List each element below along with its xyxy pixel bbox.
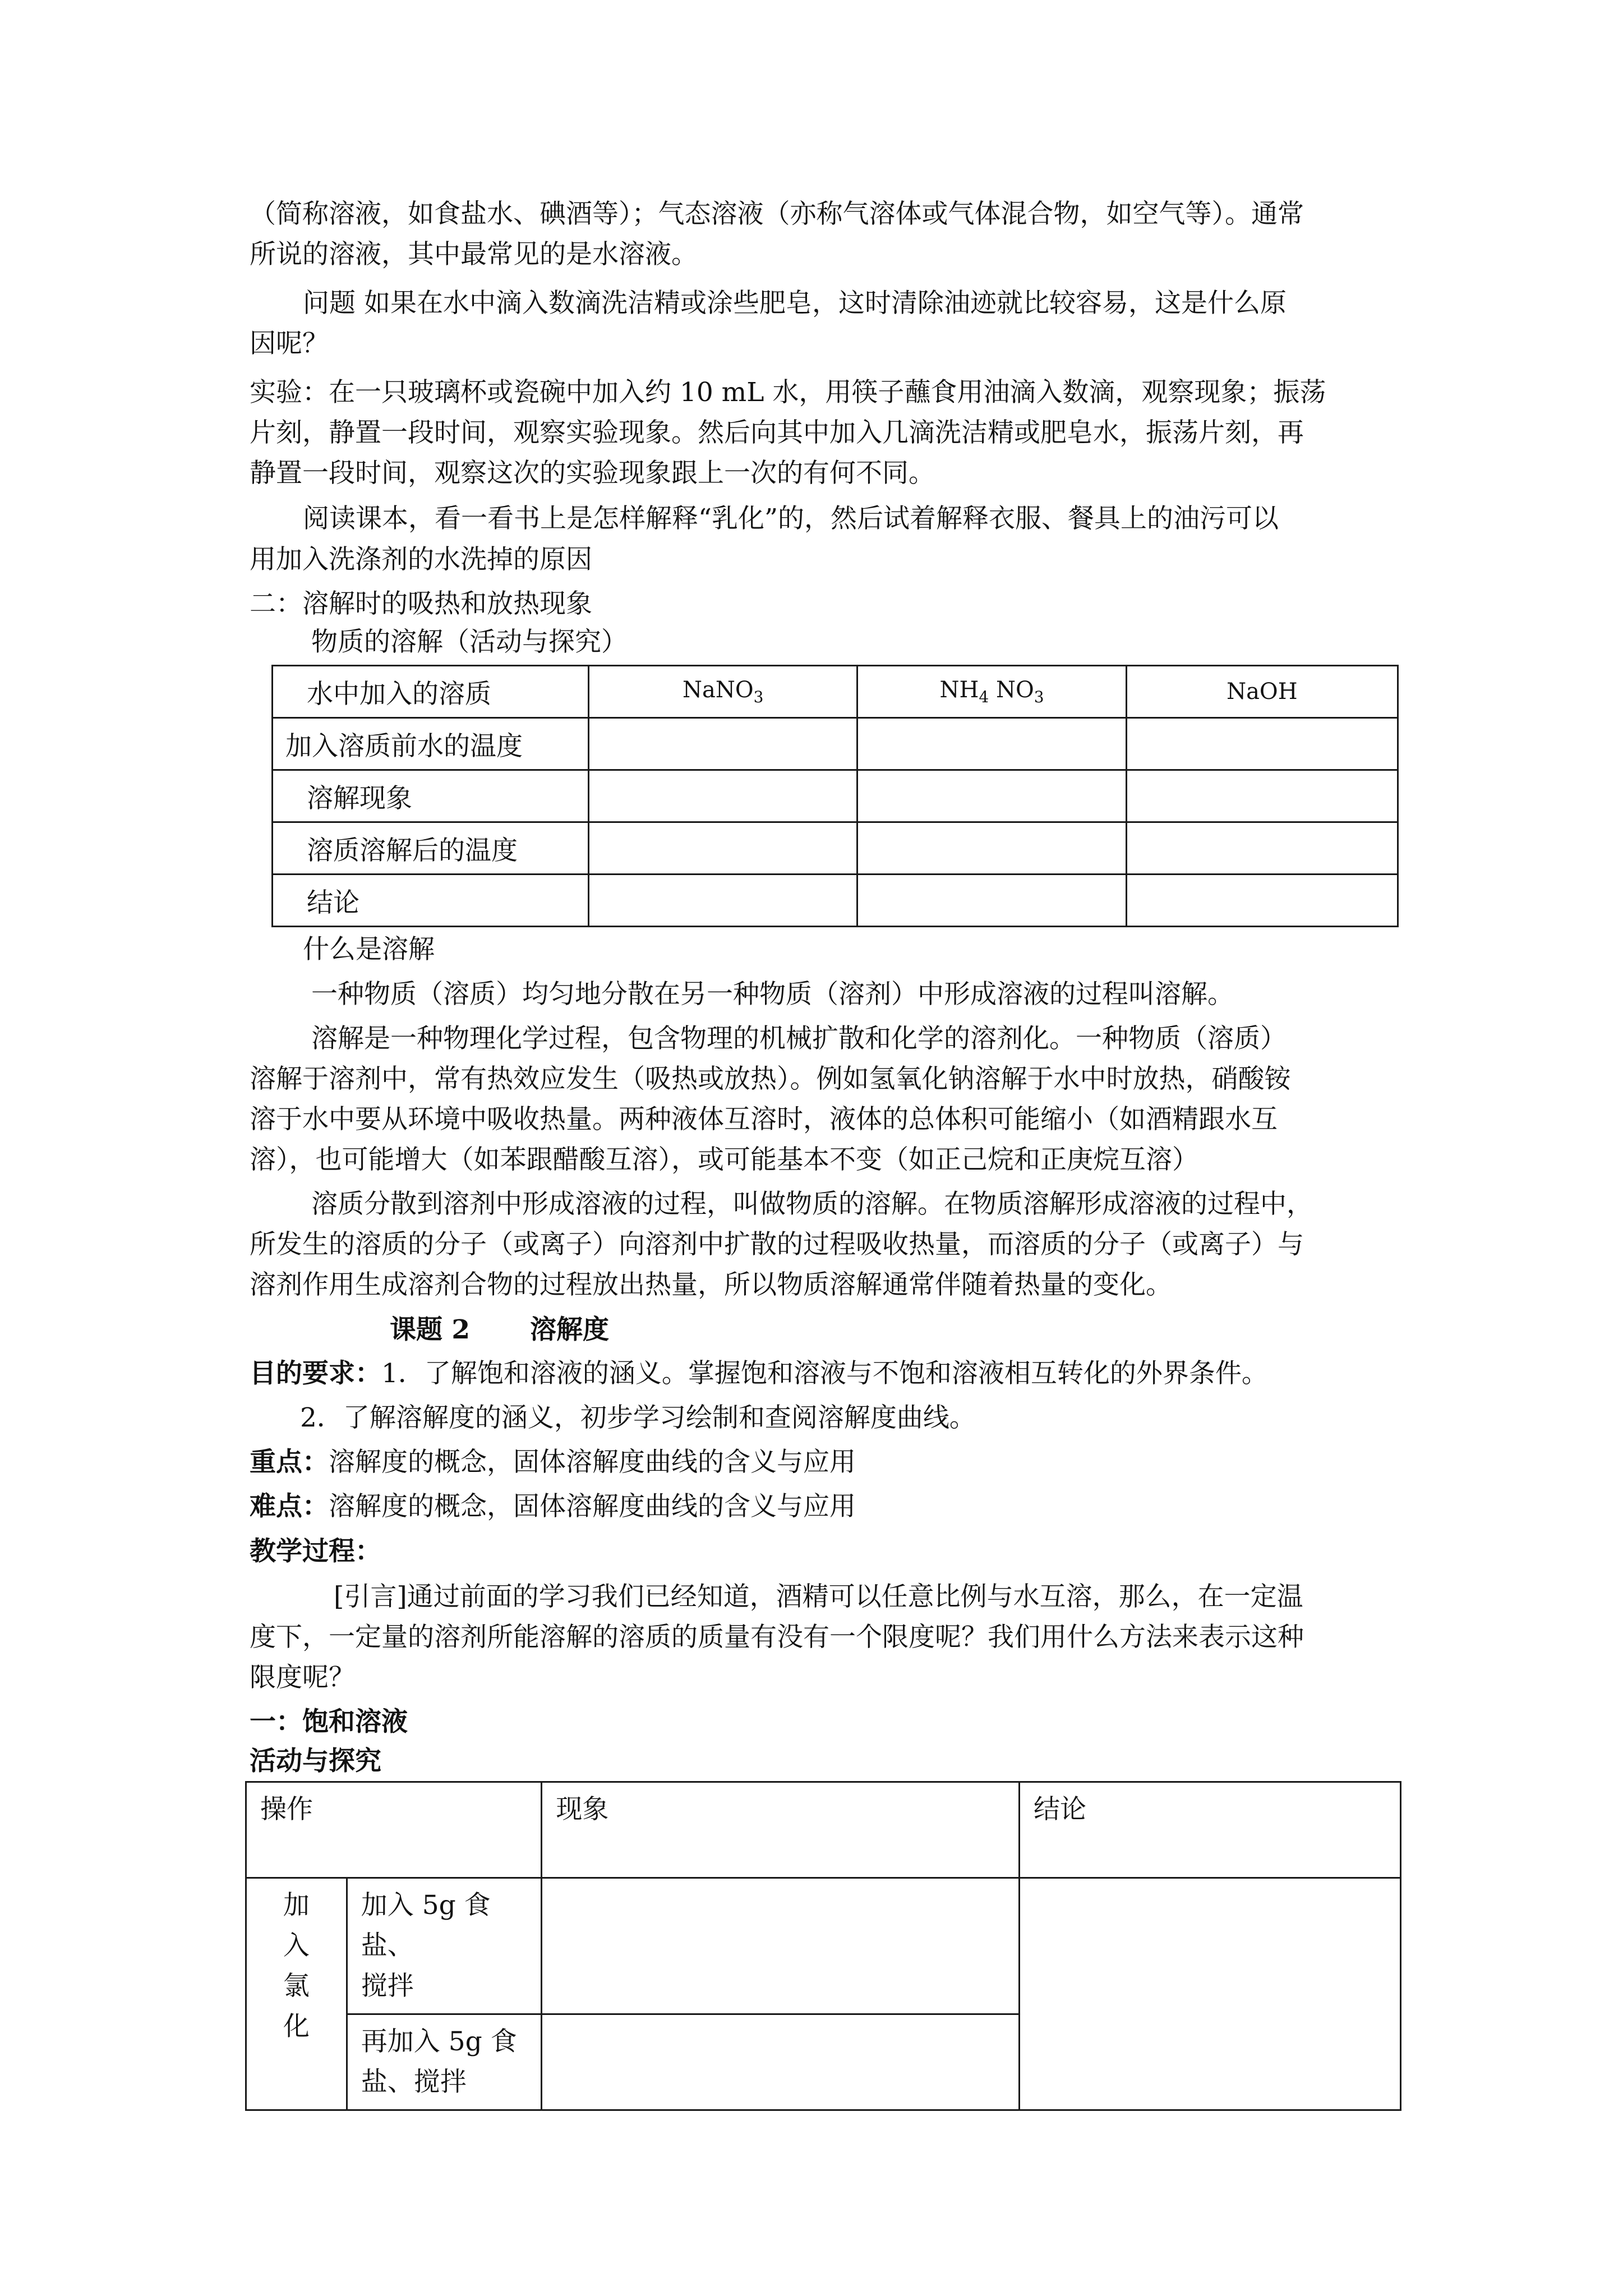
dissolution-table — [271, 665, 1399, 927]
conclusion-cell — [1020, 1878, 1401, 2110]
paragraph-line: 所发生的溶质的分子（或离子）向溶剂中扩散的过程吸收热量，而溶质的分子（或离子）与 — [250, 1229, 1304, 1260]
paragraph-line: （简称溶液，如食盐水、碘酒等）；气态溶液（亦称气溶体或气体混合物，如空气等）。通常 — [250, 199, 1304, 229]
paragraph-line: 溶剂作用生成溶剂合物的过程放出热量，所以物质溶解通常伴随着热量的变化。 — [250, 1269, 1172, 1300]
goal-label: 目的要求： — [250, 1358, 381, 1389]
table-row — [273, 770, 1398, 822]
reading-paragraph: 阅读课本，看一看书上是怎样解释“乳化”的，然后试着解释衣服、餐具上的油污可以 — [303, 503, 1279, 534]
phenomenon-cell — [542, 1878, 1020, 2014]
table-cell — [1126, 718, 1398, 770]
table-cell — [589, 822, 857, 875]
side-label-cell: 加 入 氯 化 — [246, 1878, 347, 2110]
definition-paragraph: 一种物质（溶质）均匀地分散在另一种物质（溶剂）中形成溶液的过程叫溶解。 — [311, 979, 1234, 1010]
table-row — [246, 1782, 1401, 1878]
lesson-number: 课题 2 — [390, 1314, 471, 1345]
difficulty-label: 难点： — [250, 1491, 329, 1522]
table-row — [273, 666, 1398, 718]
paragraph-line: 因呢？ — [250, 328, 329, 359]
paragraph-line: 片刻，静置一段时间，观察实验现象。然后向其中加入几滴洗洁精或肥皂水，振荡片刻，再 — [250, 417, 1304, 448]
table-header-cell: 结论 — [1020, 1782, 1401, 1878]
paragraph-line: 溶于水中要从环境中吸收热量。两种液体互溶时，液体的总体积可能缩小（如酒精跟水互 — [250, 1104, 1278, 1135]
paragraph-line: 静置一段时间，观察这次的实验现象跟上一次的有何不同。 — [250, 458, 935, 489]
paragraph-line: 溶解是一种物理化学过程，包含物理的机械扩散和化学的溶剂化。一种物质（溶质） — [311, 1023, 1287, 1054]
row-label: 结论 — [273, 875, 589, 927]
key-point-label: 重点： — [250, 1447, 329, 1478]
key-point-line — [250, 1446, 856, 1479]
paragraph-line: 溶），也可能增大（如苯跟醋酸互溶），或可能基本不变（如正己烷和正庚烷互溶） — [250, 1144, 1198, 1175]
difficulty-text: 溶解度的概念，固体溶解度曲线的含义与应用 — [329, 1491, 856, 1522]
table-cell — [589, 718, 857, 770]
solute-nh4no3: $NH_4$ $NO_3$ — [857, 666, 1126, 718]
table-header-cell: 操作 — [246, 1782, 542, 1878]
row-label: 溶解现象 — [273, 770, 589, 822]
table-cell — [857, 875, 1126, 927]
paragraph-line: 溶解于溶剂中，常有热效应发生（吸热或放热）。例如氢氧化钠溶解于水中时放热，硝酸铵 — [250, 1064, 1291, 1094]
table-cell — [589, 875, 857, 927]
phenomenon-cell — [542, 2014, 1020, 2110]
table-cell — [857, 770, 1126, 822]
table-row — [246, 1878, 1401, 2014]
row-label: 溶质溶解后的温度 — [273, 822, 589, 875]
table-cell — [1126, 770, 1398, 822]
table-cell — [589, 770, 857, 822]
table-caption: 物质的溶解（活动与探究） — [311, 627, 628, 657]
table-row — [273, 875, 1398, 927]
question-heading: 什么是溶解 — [303, 934, 435, 965]
section-heading: 活动与探究 — [250, 1746, 381, 1777]
solute-nano3: NaNO$_3$ — [589, 666, 857, 718]
table-cell — [1126, 822, 1398, 875]
process-heading: 教学过程： — [250, 1536, 381, 1567]
operation-cell: 再加入 5g 食 盐、搅拌 — [347, 2014, 542, 2110]
key-point-text: 溶解度的概念，固体溶解度曲线的含义与应用 — [329, 1447, 856, 1478]
table-header-cell: 水中加入的溶质 — [273, 666, 589, 718]
operation-cell: 加入 5g 食盐、 搅拌 — [347, 1878, 542, 2014]
solute-naoh: NaOH — [1126, 666, 1398, 718]
activity-table — [245, 1781, 1401, 2111]
section-heading: 二：溶解时的吸热和放热现象 — [250, 588, 592, 619]
lesson-title: 溶解度 — [530, 1314, 609, 1345]
table-row — [273, 718, 1398, 770]
goal-line — [250, 1357, 1268, 1391]
table-cell — [857, 822, 1126, 875]
table-row — [273, 822, 1398, 875]
row-label: 加入溶质前水的温度 — [273, 718, 589, 770]
question-paragraph: 问题 如果在水中滴入数滴洗洁精或涂些肥皂，这时清除油迹就比较容易，这是什么原 — [303, 288, 1287, 319]
paragraph-line: 限度呢？ — [250, 1662, 355, 1693]
difficulty-line — [250, 1490, 856, 1524]
goal-line: 2．了解溶解度的涵义，初步学习绘制和查阅溶解度曲线。 — [300, 1402, 976, 1433]
section-heading: 一：饱和溶液 — [250, 1706, 408, 1737]
paragraph-line: 用加入洗涤剂的水洗掉的原因 — [250, 544, 592, 575]
experiment-paragraph: 实验：在一只玻璃杯或瓷碗中加入约 10 mL 水，用筷子蘸食用油滴入数滴，观察现象；振荡 — [250, 377, 1326, 408]
table-header-cell: 现象 — [542, 1782, 1020, 1878]
paragraph-line: 所说的溶液，其中最常见的是水溶液。 — [250, 239, 698, 270]
paragraph-line: 溶质分散到溶剂中形成溶液的过程，叫做物质的溶解。在物质溶解形成溶液的过程中， — [311, 1189, 1313, 1220]
table-cell — [1126, 875, 1398, 927]
introduction-line: [引言]通过前面的学习我们已经知道，酒精可以任意比例与水互溶，那么，在一定温 — [334, 1581, 1303, 1612]
paragraph-line: 度下，一定量的溶剂所能溶解的溶质的质量有没有一个限度呢？我们用什么方法来表示这种 — [250, 1622, 1304, 1653]
goal-text: 1．了解饱和溶液的涵义。掌握饱和溶液与不饱和溶液相互转化的外界条件。 — [381, 1358, 1268, 1389]
table-cell — [857, 718, 1126, 770]
